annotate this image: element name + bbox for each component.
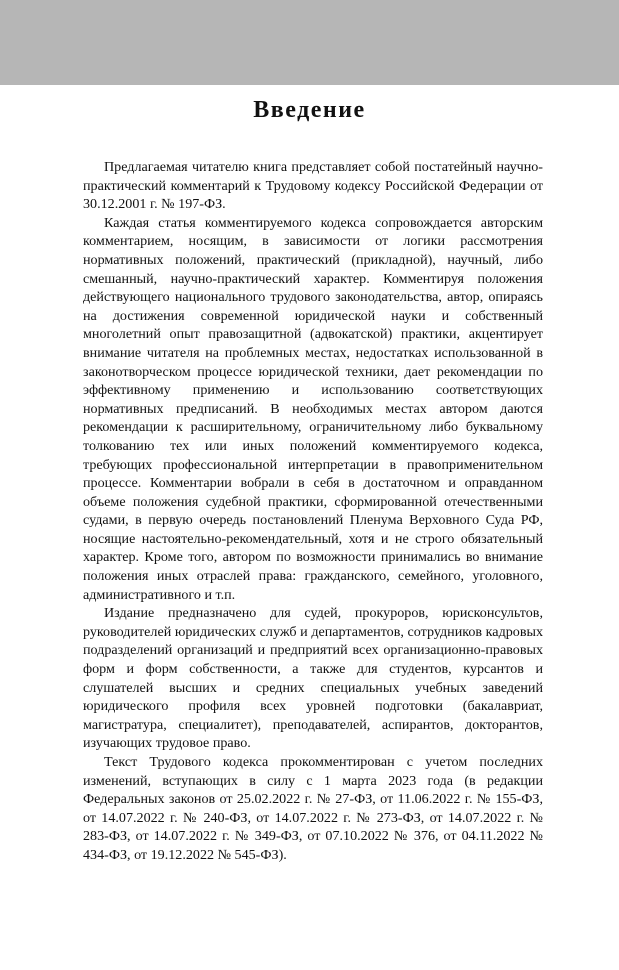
header-band — [0, 0, 619, 85]
paragraph: Предлагаемая читателю книга представляет собой постатейный научно-практический комментарий к Трудовому кодексу Российской Федерации от 30.12.2001 г. № 197-ФЗ. — [83, 159, 543, 213]
paragraph: Издание предназначено для судей, прокуроров, юрисконсультов, руководителей юридических служб и департаментов, сотрудников кадровых подразделений организаций и предприятий всех организационно-правовых форм и форм собственности, а также для студентов, курсантов и слушателей высших и средних специальных учебных заведений юридического профиля всех уровней подготовки (бакалавриат, магистратура, специалитет), преподавателей, аспирантов, докторантов, изучающих трудовое право. — [83, 605, 543, 752]
paragraph: Каждая статья комментируемого кодекса сопровождается авторским комментарием, носящим, в зависимости от логики рассмотрения нормативных положений, практический (прикладной), научный, либо смешанный, научно-практический характер. Комментируя положения действующего национального трудового законодательства, автор, опираясь на достижения современной юридической науки и собственный многолетний опыт правозащитной (адвокатской) практики, акцентирует внимание читателя на проблемных местах, недостатках использованной в законотворческом процессе юридической техники, дает рекомендации по эффективному применению и использованию соответствующих нормативных предписаний. В необходимых местах автором даются рекомендации к расширительному, ограничительному либо буквальному толкованию тех или иных положений комментируемого кодекса, требующих профессиональной интерпретации в правоприменительном процессе. Комментарии вобрали в себя в достаточном и оправданном объеме положения судебной практики, сформированной отечественными судами, в первую очередь постановлений Пленума Верховного Суда РФ, носящие настоятельно-рекомендательный, хотя и не строго обязательный характер. Кроме того, автором по возможности принимались во внимание положения иных отраслей права: гражданского, семейного, уголовного, административного и т.п. — [83, 214, 543, 603]
body-text — [83, 158, 543, 865]
page-title: Введение — [253, 97, 366, 123]
paragraph: Текст Трудового кодекса прокомментирован с учетом последних изменений, вступающих в силу с 1 марта 2023 года (в редакции Федеральных законов от 25.02.2022 г. № 27-ФЗ, от 11.06.2022 г. № 155-ФЗ, от 14.07.2022 г. № 240-ФЗ, от 14.07.2022 г. № 273-ФЗ, от 14.07.2022 г. № 283-ФЗ, от 14.07.2022 г. № 349-ФЗ, от 07.10.2022 № 376, от 04.11.2022 № 434-ФЗ, от 19.12.2022 № 545-ФЗ). — [83, 754, 543, 863]
